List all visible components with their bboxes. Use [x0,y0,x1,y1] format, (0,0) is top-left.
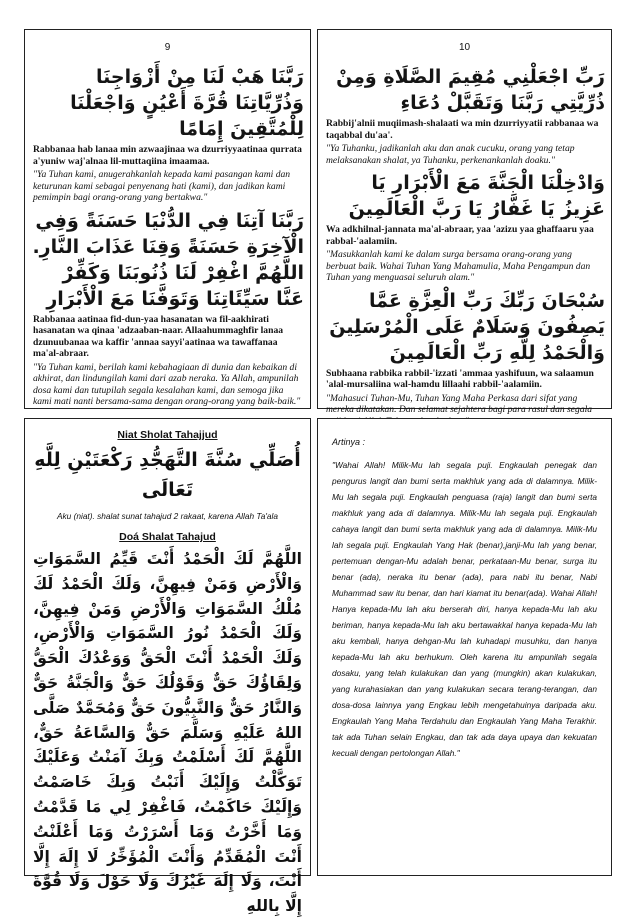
dua-arabic: رَبَّنَا هَبْ لَنَا مِنْ أَزْوَاجِنَا وَذُرِّيَّاتِنَا قُرَّةَ أَعْيُنٍ وَاجْعَلْنَا لِلْمُتَّقِينَ إِمَامًا [70,66,304,140]
page-number: 10 [458,42,471,53]
dua-meaning: "Ya Tuhan kami, anugerahkanlah kepada kami pasangan kami dan keturunan kami sebagai penyenang hati (kami), dan jadikan kami pemimpin bagi orang-orang yang bertakwa." [33,169,291,203]
page-10-content [318,64,611,431]
page-9-content [25,64,310,412]
dua-arabic: وَادْخِلْنَا الْجَنَّةَ مَعَ الْأَبْرَارِ يَا عَزِيزُ يَا غَفَّارُ يَا رَبَّ الْعَالَمِينَ [348,172,605,220]
niat-title: Niat Sholat Tahajjud [117,429,218,441]
dua-transliteration: Subhaana rabbika rabbil-'izzati 'ammaa yashifuun, wa salaamun 'alal-mursaliina wal-hamdu lillaahi rabbil-'aalamiin. [326,367,594,390]
page-10-panel [317,29,612,415]
dua-meaning: "Mahasuci Tuhan-Mu, Tuhan Yang Maha Perkasa dari sifat yang mereka dikatakan. Dan selamat sejahtera bagi para rasul dan segala [326,392,593,415]
dua-arabic: سُبْحَانَ رَبِّكَ رَبِّ الْعِزَّةِ عَمَّا يَصِفُونَ وَسَلَامٌ عَلَى الْمُرْسَلِينَ وَالْحَمْدُ لِلَّهِ رَبِّ الْعَالَمِينَ [329,289,605,364]
dua-arabic: رَبِّ اجْعَلْنِي مُقِيمَ الصَّلَاةِ وَمِنْ ذُرِّيَّتِي رَبَّنَا وَتَقَبَّلْ دُعَاءِ [336,66,605,114]
dua-transliteration: Rabbij'alnii muqiimash-shalaati wa min dzurriyyatii rabbanaa wa taqabbal du'aa'. [326,118,599,141]
dua-transliteration: Wa adkhilnal-jannata ma'al-abraar, yaa 'azizu yaa ghaffaaru yaa rabbal-'aalamiin. [326,224,594,247]
dua-meaning: "Ya Tuhan kami, berilah kami kebahagiaan di dunia dan kebaikan di akhirat, dan lindungilah kami dari azab neraka. Ya Allah, ampunilah dosa kami dan tutupilah segala kesalahan kami, dan semoga jika kami mati nanti bersama-sama dengan orang-orang yang baik-baik." [33,361,301,407]
doa-arabic: اللَّهُمَّ لَكَ الْحَمْدُ أَنْتَ قَيِّمُ السَّمَوَاتِ وَالْأَرْضِ وَمَنْ فِيهِنَّ، وَلَكَ الْحَمْدُ لَكَ مُلْكُ السَّمَوَاتِ وَالْأَرْضِ وَمَنْ فِيهِنَّ، وَلَكَ الْحَمْدُ نُورُ السَّمَوَاتِ وَالْأَرْضِ، وَلَكَ الْحَمْدُ أَنْتَ الْحَقُّ وَوَعْدُكَ الْحَقُّ وَلِقَاؤُكَ حَقٌّ وَقَوْلُكَ حَقٌّ وَالْجَنَّةُ حَقٌّ وَالنَّارُ حَقٌّ وَالنَّبِيُّونَ حَقٌّ وَمُحَمَّدٌ صَلَّى اللهُ عَلَيْهِ وَسَلَّمَ حَقٌّ وَالسَّاعَةُ حَقٌّ، اللَّهُمَّ لَكَ أَسْلَمْتُ وَبِكَ آمَنْتُ وَعَلَيْكَ تَوَكَّلْتُ وَإِلَيْكَ أَنَبْتُ وَبِكَ خَاصَمْتُ وَإِلَيْكَ حَاكَمْتُ، فَاغْفِرْ لِي مَا قَدَّمْتُ وَمَا أَخَّرْتُ وَمَا أَسْرَرْتُ وَمَا أَعْلَنْتُ أَنْتَ الْمُقَدِّمُ وَأَنْتَ الْمُؤَخِّرُ لَا إِلَهَ إِلَّا أَنْتَ، وَلَا إِلَهَ غَيْرُكَ وَلَا حَوْلَ وَلَا قُوَّةَ إِلَّا بِاللهِ [33,550,302,916]
dua-meaning: "Ya Tuhanku, jadikanlah aku dan anak cucuku, orang yang tetap melaksanakan shalat, ya Tuhanku, perkenankanlah doaku." [326,143,575,166]
page-9-panel [24,29,311,409]
niat-panel [24,418,311,916]
artinya-heading: Artinya : [332,437,366,447]
dua-transliteration: Rabbanaa hab lanaa min azwaajinaa wa dzurriyyaatinaa qurrata a'yuniw waj'alnaa lil-muttaqiina imaamaa. [33,144,302,167]
niat-arabic: أُصَلِّي سُنَّةَ التَّهَجُّدِ رَكْعَتَيْنِ لِلَّهِ تَعَالَى [34,449,301,501]
artinya-body: "Wahai Allah! Milik-Mu lah segala puji. Engkaulah penegak dan pengurus langit dan bumi serta makhluk yang ada di dalamnya. Milik-Mu lah segala puji. Engkaulah penguasa (raja) langit dan bumi serta makhluk yang ada di dalamnya. Milik-Mu lah segala puji. Engkaulah cahaya langit dan bumi serta makhluk yang ada di dalamnya. Milik-Mu lah segala puji. Engkaulah Yang Hak (benar),janji-Mu lah yang benar, pertemuan dengan-Mu adalah benar, perkataan-Mu benar, surga itu benar (ada), neraka itu benar (ada), para nabi itu benar, Nabi Muhammad saw itu benar, dan hari kiamat itu benar(ada). Wahai Allah! Hanya kepada-Mu lah aku berserah diri, hanya kepada-Mu lah aku beriman, hanya kepada-Mu lah aku bertawakkal hanya kepada-Mu lah aku kembali, hanya dehgan-Mu lah kuhadapi musuhku, dan hanya kepada-Mu lah aku berhukum. Oleh karena itu ampunilah segala dosaku, yang telah kulakukan dan yang (mungkin) akan kulakukan, yang kurahasiakan dan yang kulakukan secara terang-terangan, dan dosa-dosa lainnya yang Engkau lebih mengetahuinya daripada aku. Engkaulah Yang Maha Terdahulu dan Engkaulah Yang Maha Terakhir. tak ada Tuhan selain Engkau, dan tak ada daya upaya dan kekuatan kecuali dengan pertolongan Allah." [332,460,597,758]
page-number: 9 [164,42,171,53]
dua-meaning: "Masukkanlah kami ke dalam surga bersama orang-orang yang berbuat baik. Wahai Tuhan Yang Mahamulia, Maha Pengampun dan Tuhan yang menguasai seluruh alam." [326,249,591,283]
niat-meaning: Aku (niat). shalat sunat tahajud 2 rakaat, karena Allah Ta'ala [57,511,278,521]
artinya-panel [317,418,612,876]
dua-transliteration: Rabbanaa aatinaa fid-dun-yaa hasanatan wa fil-aakhirati hasanatan wa qinaa 'adzaaban-naar. Allaahummaghfir lanaa dzunuubanaa wa kaffir 'annaa sayyi'aatinaa wa tawaffanaa ma'al-abraar. [33,313,284,359]
dua-arabic: رَبَّنَا آتِنَا فِي الدُّنْيَا حَسَنَةً وَفِي الْآخِرَةِ حَسَنَةً وَقِنَا عَذَابَ النَّارِ. اللَّهُمَّ اغْفِرْ لَنَا ذُنُوبَنَا وَكَفِّرْ عَنَّا سَيِّئَاتِنَا وَتَوَفَّنَا مَعَ الْأَبْرَارِ [32,209,304,310]
doa-title: Doá Shalat Tahajud [119,531,216,543]
